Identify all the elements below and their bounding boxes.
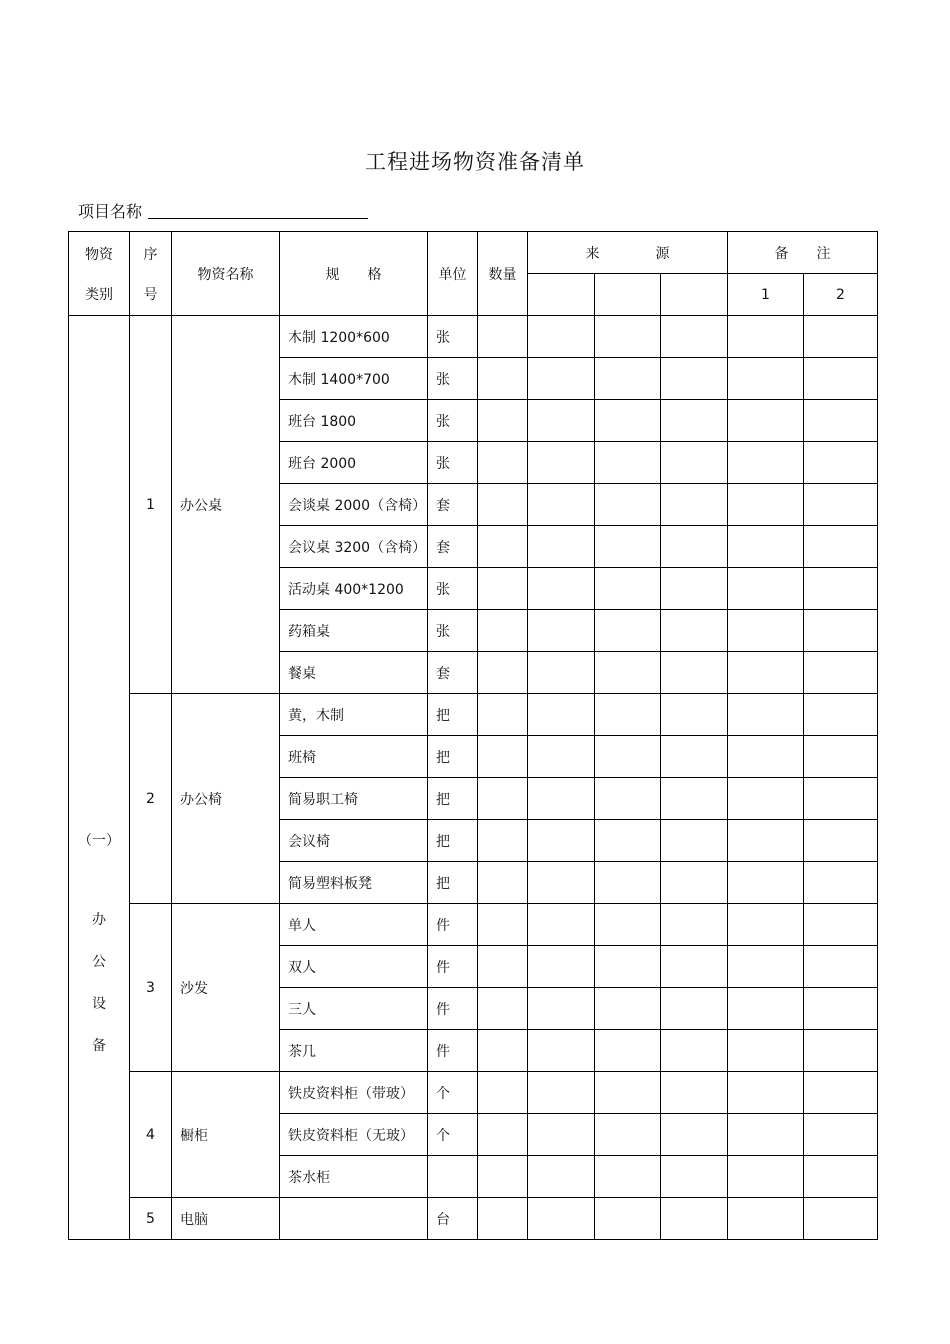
source-cell[interactable] xyxy=(661,820,728,862)
qty-cell[interactable] xyxy=(478,442,528,484)
qty-cell[interactable] xyxy=(478,694,528,736)
source-cell[interactable] xyxy=(595,442,661,484)
source-cell[interactable] xyxy=(595,1156,661,1198)
source-cell[interactable] xyxy=(595,946,661,988)
source-cell[interactable] xyxy=(528,1072,595,1114)
source-cell[interactable] xyxy=(595,862,661,904)
table-row xyxy=(69,904,878,946)
remark-cell[interactable] xyxy=(728,1030,804,1072)
remark-cell[interactable] xyxy=(804,400,878,442)
source-cell[interactable] xyxy=(661,1156,728,1198)
remark-cell[interactable] xyxy=(804,610,878,652)
source-cell[interactable] xyxy=(661,484,728,526)
spec-cell: 活动桌 400*1200 xyxy=(280,568,428,610)
remark-cell[interactable] xyxy=(804,694,878,736)
source-cell[interactable] xyxy=(528,316,595,358)
materials-table xyxy=(68,231,878,1240)
source-cell[interactable] xyxy=(528,442,595,484)
source-cell[interactable] xyxy=(595,316,661,358)
source-cell[interactable] xyxy=(595,904,661,946)
remark-cell[interactable] xyxy=(804,820,878,862)
source-cell[interactable] xyxy=(661,862,728,904)
spec-cell: 药箱桌 xyxy=(280,610,428,652)
qty-cell[interactable] xyxy=(478,316,528,358)
header-seq-line1: 序 xyxy=(143,246,158,263)
qty-cell[interactable] xyxy=(478,1072,528,1114)
material-name-cell: 沙发 xyxy=(172,904,280,1072)
source-cell xyxy=(595,274,661,316)
qty-cell[interactable] xyxy=(478,778,528,820)
spec-cell: 会议椅 xyxy=(280,820,428,862)
source-cell[interactable] xyxy=(528,400,595,442)
source-cell[interactable] xyxy=(528,904,595,946)
header-seq xyxy=(130,232,172,316)
header-remark-1: 1 xyxy=(728,274,804,316)
remark-cell[interactable] xyxy=(804,904,878,946)
spec-cell: 班台 2000 xyxy=(280,442,428,484)
spec-cell: 茶水柜 xyxy=(280,1156,428,1198)
material-name-cell: 橱柜 xyxy=(172,1072,280,1198)
header-source: 来 源 xyxy=(528,232,728,274)
unit-cell: 套 xyxy=(428,484,478,526)
source-cell[interactable] xyxy=(595,1198,661,1240)
unit-cell: 个 xyxy=(428,1072,478,1114)
remark-cell[interactable] xyxy=(804,358,878,400)
seq-cell: 5 xyxy=(130,1198,172,1240)
spec-cell: 木制 1200*600 xyxy=(280,316,428,358)
unit-cell: 把 xyxy=(428,820,478,862)
source-cell[interactable] xyxy=(595,778,661,820)
unit-cell: 件 xyxy=(428,988,478,1030)
qty-cell[interactable] xyxy=(478,484,528,526)
remark-cell[interactable] xyxy=(804,526,878,568)
table-row xyxy=(69,1072,878,1114)
header-category-line1: 物资 xyxy=(85,246,113,263)
remark-cell[interactable] xyxy=(728,316,804,358)
remark-cell[interactable] xyxy=(804,988,878,1030)
remark-cell[interactable] xyxy=(804,1198,878,1240)
remark-cell[interactable] xyxy=(804,1156,878,1198)
spec-cell: 铁皮资料柜（无玻） xyxy=(280,1114,428,1156)
material-name-cell: 办公桌 xyxy=(172,316,280,694)
unit-cell: 张 xyxy=(428,442,478,484)
table-row xyxy=(69,694,878,736)
qty-cell[interactable] xyxy=(478,652,528,694)
header-spec: 规 格 xyxy=(280,232,428,316)
qty-cell[interactable] xyxy=(478,988,528,1030)
seq-cell: 3 xyxy=(130,904,172,1072)
remark-cell[interactable] xyxy=(728,484,804,526)
category-char: 设 xyxy=(92,995,106,1012)
spec-cell: 茶几 xyxy=(280,1030,428,1072)
remark-cell[interactable] xyxy=(728,736,804,778)
source-cell[interactable] xyxy=(595,610,661,652)
remark-cell[interactable] xyxy=(728,1072,804,1114)
header-category xyxy=(69,232,130,316)
remark-cell[interactable] xyxy=(804,778,878,820)
unit-cell: 张 xyxy=(428,316,478,358)
spec-cell xyxy=(280,1198,428,1240)
unit-cell: 套 xyxy=(428,652,478,694)
unit-cell: 把 xyxy=(428,778,478,820)
unit-cell: 把 xyxy=(428,694,478,736)
source-cell[interactable] xyxy=(595,1030,661,1072)
remark-cell[interactable] xyxy=(804,568,878,610)
unit-cell: 张 xyxy=(428,358,478,400)
unit-cell: 件 xyxy=(428,1030,478,1072)
category-char: 办 xyxy=(92,911,106,928)
source-cell[interactable] xyxy=(595,736,661,778)
header-category-line2: 类别 xyxy=(85,286,113,303)
qty-cell[interactable] xyxy=(478,736,528,778)
material-name-cell: 办公椅 xyxy=(172,694,280,904)
remark-cell[interactable] xyxy=(728,862,804,904)
qty-cell[interactable] xyxy=(478,946,528,988)
remark-cell[interactable] xyxy=(804,1114,878,1156)
qty-cell[interactable] xyxy=(478,862,528,904)
source-cell[interactable] xyxy=(528,568,595,610)
source-cell[interactable] xyxy=(661,988,728,1030)
source-cell[interactable] xyxy=(661,568,728,610)
source-cell[interactable] xyxy=(661,1072,728,1114)
remark-cell[interactable] xyxy=(728,946,804,988)
qty-cell[interactable] xyxy=(478,568,528,610)
qty-cell[interactable] xyxy=(478,526,528,568)
source-cell xyxy=(661,274,728,316)
spec-cell: 简易职工椅 xyxy=(280,778,428,820)
source-cell[interactable] xyxy=(661,358,728,400)
unit-cell: 把 xyxy=(428,862,478,904)
header-qty: 数量 xyxy=(478,232,528,316)
source-cell[interactable] xyxy=(661,316,728,358)
spec-cell: 班台 1800 xyxy=(280,400,428,442)
spec-cell: 铁皮资料柜（带玻） xyxy=(280,1072,428,1114)
source-cell[interactable] xyxy=(528,358,595,400)
spec-cell: 三人 xyxy=(280,988,428,1030)
source-cell[interactable] xyxy=(661,694,728,736)
qty-cell[interactable] xyxy=(478,1156,528,1198)
header-name: 物资名称 xyxy=(172,232,280,316)
qty-cell[interactable] xyxy=(478,904,528,946)
unit-cell: 张 xyxy=(428,610,478,652)
source-cell[interactable] xyxy=(661,736,728,778)
header-seq-line2: 号 xyxy=(143,286,158,303)
source-cell[interactable] xyxy=(528,988,595,1030)
source-cell[interactable] xyxy=(661,1198,728,1240)
remark-cell[interactable] xyxy=(728,1198,804,1240)
remark-cell[interactable] xyxy=(728,904,804,946)
spec-cell: 餐桌 xyxy=(280,652,428,694)
table-row xyxy=(69,1198,878,1240)
spec-cell: 班椅 xyxy=(280,736,428,778)
source-cell[interactable] xyxy=(528,1030,595,1072)
unit-cell: 套 xyxy=(428,526,478,568)
source-cell[interactable] xyxy=(528,862,595,904)
source-cell[interactable] xyxy=(595,484,661,526)
remark-cell[interactable] xyxy=(728,988,804,1030)
unit-cell xyxy=(428,1156,478,1198)
unit-cell: 件 xyxy=(428,946,478,988)
unit-cell: 张 xyxy=(428,568,478,610)
source-cell[interactable] xyxy=(595,694,661,736)
source-cell[interactable] xyxy=(661,526,728,568)
source-cell[interactable] xyxy=(528,652,595,694)
qty-cell[interactable] xyxy=(478,1030,528,1072)
remark-cell[interactable] xyxy=(728,568,804,610)
remark-cell[interactable] xyxy=(804,1072,878,1114)
source-cell[interactable] xyxy=(661,400,728,442)
qty-cell[interactable] xyxy=(478,1198,528,1240)
spec-cell: 黄，木制 xyxy=(280,694,428,736)
remark-cell[interactable] xyxy=(728,442,804,484)
spec-cell: 会议桌 3200（含椅） xyxy=(280,526,428,568)
source-cell[interactable] xyxy=(528,1198,595,1240)
seq-cell: 2 xyxy=(130,694,172,904)
source-cell[interactable] xyxy=(595,820,661,862)
source-cell[interactable] xyxy=(661,946,728,988)
seq-cell: 1 xyxy=(130,316,172,694)
header-remark-2: 2 xyxy=(804,274,878,316)
source-cell[interactable] xyxy=(661,904,728,946)
spec-cell: 双人 xyxy=(280,946,428,988)
source-cell[interactable] xyxy=(595,1114,661,1156)
unit-cell: 张 xyxy=(428,400,478,442)
source-cell[interactable] xyxy=(528,526,595,568)
source-cell[interactable] xyxy=(595,400,661,442)
qty-cell[interactable] xyxy=(478,820,528,862)
remark-cell[interactable] xyxy=(804,484,878,526)
remark-cell[interactable] xyxy=(728,358,804,400)
source-cell[interactable] xyxy=(661,1114,728,1156)
category-number: （一） xyxy=(78,832,120,849)
unit-cell: 把 xyxy=(428,736,478,778)
remark-cell[interactable] xyxy=(804,1030,878,1072)
remark-cell[interactable] xyxy=(728,694,804,736)
header-remark: 备 注 xyxy=(728,232,878,274)
remark-cell[interactable] xyxy=(728,400,804,442)
source-cell[interactable] xyxy=(595,526,661,568)
source-cell[interactable] xyxy=(595,988,661,1030)
remark-cell[interactable] xyxy=(728,820,804,862)
source-cell[interactable] xyxy=(595,358,661,400)
remark-cell[interactable] xyxy=(728,652,804,694)
qty-cell[interactable] xyxy=(478,358,528,400)
source-cell[interactable] xyxy=(595,568,661,610)
material-name-cell: 电脑 xyxy=(172,1198,280,1240)
header-unit: 单位 xyxy=(428,232,478,316)
source-cell[interactable] xyxy=(528,694,595,736)
remark-cell[interactable] xyxy=(728,610,804,652)
source-cell[interactable] xyxy=(661,610,728,652)
source-cell[interactable] xyxy=(528,820,595,862)
source-cell[interactable] xyxy=(528,778,595,820)
remark-cell[interactable] xyxy=(728,778,804,820)
source-cell[interactable] xyxy=(528,484,595,526)
remark-cell[interactable] xyxy=(728,1114,804,1156)
remark-cell[interactable] xyxy=(804,736,878,778)
remark-cell[interactable] xyxy=(804,862,878,904)
spec-cell: 会谈桌 2000（含椅） xyxy=(280,484,428,526)
remark-cell[interactable] xyxy=(804,652,878,694)
source-cell[interactable] xyxy=(528,946,595,988)
qty-cell[interactable] xyxy=(478,400,528,442)
category-char: 公 xyxy=(92,953,106,970)
unit-cell: 台 xyxy=(428,1198,478,1240)
spec-cell: 单人 xyxy=(280,904,428,946)
source-cell[interactable] xyxy=(528,1114,595,1156)
project-name-field xyxy=(78,199,142,222)
category-cell xyxy=(69,316,130,1240)
source-cell[interactable] xyxy=(528,736,595,778)
remark-cell[interactable] xyxy=(804,442,878,484)
qty-cell[interactable] xyxy=(478,1114,528,1156)
source-cell[interactable] xyxy=(661,442,728,484)
source-cell xyxy=(528,274,595,316)
source-cell[interactable] xyxy=(528,610,595,652)
unit-cell: 件 xyxy=(428,904,478,946)
source-cell[interactable] xyxy=(528,1156,595,1198)
source-cell[interactable] xyxy=(661,652,728,694)
source-cell[interactable] xyxy=(595,1072,661,1114)
source-cell[interactable] xyxy=(661,778,728,820)
unit-cell: 个 xyxy=(428,1114,478,1156)
qty-cell[interactable] xyxy=(478,610,528,652)
page-title: 工程进场物资准备清单 xyxy=(365,150,585,174)
remark-cell[interactable] xyxy=(804,946,878,988)
source-cell[interactable] xyxy=(661,1030,728,1072)
category-char: 备 xyxy=(92,1037,106,1054)
remark-cell[interactable] xyxy=(804,316,878,358)
remark-cell[interactable] xyxy=(728,1156,804,1198)
project-name-underline xyxy=(148,218,368,219)
project-name-label: 项目名称 xyxy=(78,202,143,221)
seq-cell: 4 xyxy=(130,1072,172,1198)
source-cell[interactable] xyxy=(595,652,661,694)
spec-cell: 木制 1400*700 xyxy=(280,358,428,400)
table-row xyxy=(69,316,878,358)
remark-cell[interactable] xyxy=(728,526,804,568)
spec-cell: 简易塑料板凳 xyxy=(280,862,428,904)
